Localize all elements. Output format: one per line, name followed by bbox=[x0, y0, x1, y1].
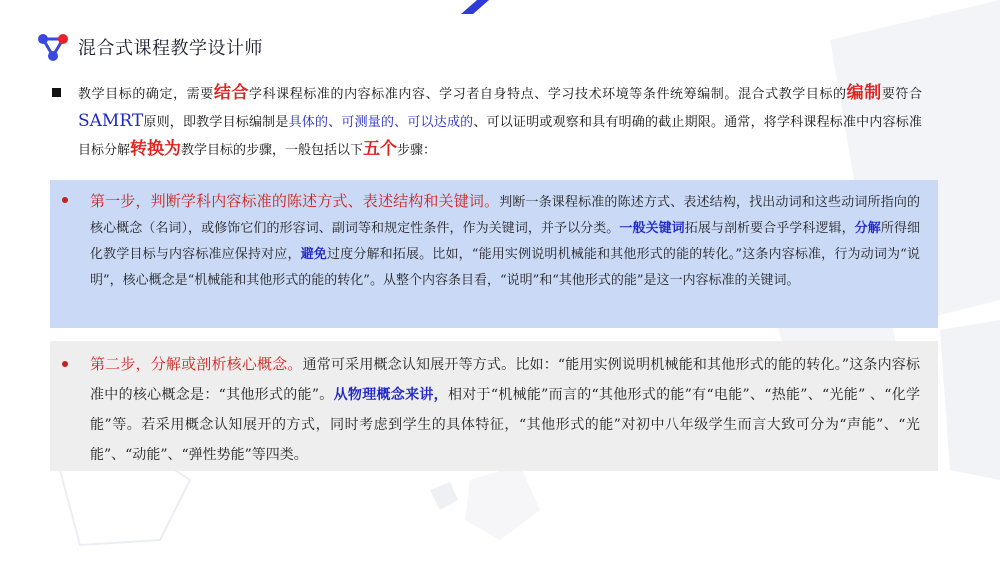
intro-text: 、可以证明或观察和具有明确的截止期限。通常，将学科课程标准中内容标准目标分解 bbox=[78, 115, 922, 158]
intro-text: 步骤： bbox=[397, 143, 437, 158]
intro-highlight: 结合 bbox=[213, 83, 249, 103]
step-two-text: 通常可采用概念认知展开等方式。比如：“能用实例说明机械能和其他形式的能的转化。”这条内容标准中的核心概念是：“其他形式的能”。 bbox=[90, 357, 920, 403]
step-one-text: 所得细化教学目标与内容标准应保持对应， bbox=[90, 221, 920, 262]
step-one-text: 过度分解和拓展。比如，“能用实例说明机械能和其他形式的能的转化。”这条内容标准，行为动词为“说明”，核心概念是“机械能和其他形式的能的转化”。从整个内容条目看，“说明”和“其他形式的能”是这一内容标准的关键词。 bbox=[90, 247, 920, 288]
step-one-keyword: 一般关键词 bbox=[619, 221, 685, 236]
step-two-box bbox=[50, 341, 938, 471]
step-two-heading: 第二步，分解或剖析核心概念。 bbox=[90, 355, 303, 373]
square-bullet-icon bbox=[52, 88, 61, 97]
step-two-paragraph bbox=[90, 349, 920, 470]
intro-highlight: 五个 bbox=[363, 139, 398, 159]
intro-keyword: 具体的、可测量的、可以达成的 bbox=[288, 115, 474, 130]
step-one-paragraph bbox=[90, 188, 920, 294]
intro-text: 要符合 bbox=[881, 87, 922, 102]
intro-text: 教学目标的步骤，一般包括以下 bbox=[181, 143, 364, 158]
accent-slash bbox=[455, 0, 495, 14]
bullet-dot-icon bbox=[62, 361, 68, 367]
step-one-heading: 第一步，判断学科内容标准的陈述方式、表述结构和关键词。 bbox=[90, 192, 500, 210]
step-one-keyword: 分解 bbox=[854, 221, 881, 236]
bullet-dot-icon bbox=[62, 197, 68, 203]
step-one-text: 判断一条课程标准的陈述方式、表述结构，找出动词和这些动词所指向的核心概念（名词），或修饰它们的形容词、副词等和规定性条件，作为关键词，并予以分类。 bbox=[90, 195, 920, 236]
step-one-keyword: 避免 bbox=[300, 247, 327, 262]
intro-text: 学科课程标准的内容标准内容、学习者自身特点、学习技术环境等条件统筹编制。混合式教学目标的 bbox=[249, 87, 847, 102]
logo-icon bbox=[36, 30, 70, 64]
step-two-keyword: 从物理概念来讲， bbox=[333, 387, 448, 403]
intro-highlight: 编制 bbox=[846, 83, 882, 103]
step-one-text: 拓展与剖析要合乎学科逻辑， bbox=[684, 221, 855, 236]
intro-keyword: SAMRT bbox=[78, 111, 144, 131]
intro-text: 教学目标的确定，需要 bbox=[78, 87, 214, 102]
intro-text: 原则，即教学目标编制是 bbox=[143, 115, 289, 130]
header bbox=[36, 30, 263, 64]
step-one-box bbox=[50, 180, 938, 328]
step-two-text: 相对于“机械能”而言的“其他形式的能”有“电能”、“热能”、“光能” 、“化学能”等。若采用概念认知展开的方式，同时考虑到学生的具体特征，“其他形式的能”对初中八年级学生而言大致可分为“声能”、“光能”、“动能”、“弹性势能”等四类。 bbox=[90, 387, 921, 463]
intro-paragraph bbox=[52, 80, 922, 164]
app-title: 混合式课程教学设计师 bbox=[78, 38, 263, 59]
intro-highlight: 转换为 bbox=[130, 139, 182, 159]
